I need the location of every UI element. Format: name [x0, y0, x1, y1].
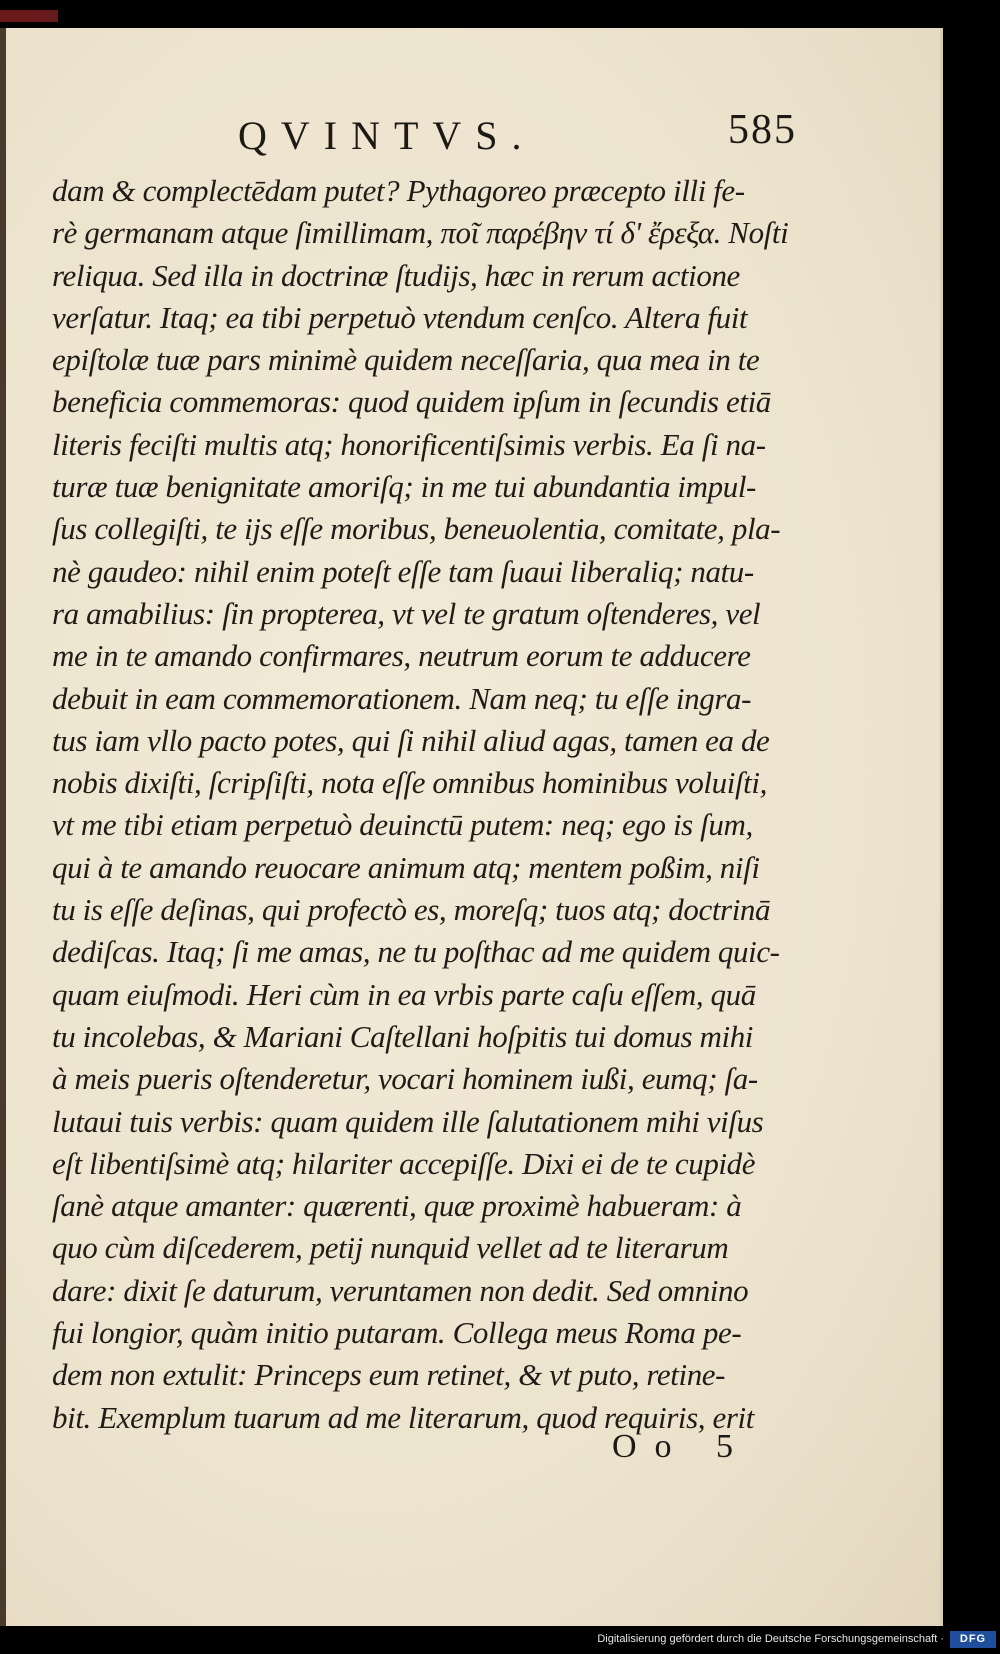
text-line: ſus collegiſti, te ijs eſſe moribus, beneuolentia, comitate, pla-	[52, 511, 781, 547]
text-line: literis feciſti multis atq; honorificentiſsimis verbis. Ea ſi na-	[52, 426, 766, 462]
body-text	[52, 170, 824, 1439]
text-line: beneficia commemoras: quod quidem ipſum in ſecundis etiā	[52, 384, 771, 420]
text-line: epiſtolæ tuæ pars minimè quidem neceſſaria, qua mea in te	[52, 342, 760, 378]
text-line: tu incolebas, & Mariani Caſtellani hoſpitis tui domus mihi	[52, 1018, 754, 1054]
page-number: 585	[728, 107, 797, 153]
text-line: quam eiuſmodi. Heri cùm in ea vrbis parte caſu eſſem, quā	[52, 976, 756, 1012]
text-line: dare: dixit ſe daturum, veruntamen non dedit. Sed omnino	[52, 1272, 749, 1308]
running-head: QVINTVS.	[238, 113, 536, 158]
text-line: ra amabilius: ſin propterea, vt vel te gratum oſtenderes, vel	[52, 595, 761, 631]
text-line: tus iam vllo pacto potes, qui ſi nihil aliud agas, tamen ea de	[52, 722, 770, 758]
text-line: tu is eſſe deſinas, qui profectò es, moreſq; tuos atq; doctrinā	[52, 892, 771, 928]
text-line: dediſcas. Itaq; ſi me amas, ne tu poſthac ad me quidem quic-	[52, 934, 780, 970]
book-page	[0, 28, 943, 1626]
footer-bar	[0, 1626, 1000, 1654]
dfg-logo-icon: DFG	[950, 1631, 996, 1648]
top-scan-border	[0, 0, 1000, 28]
text-line: nè gaudeo: nihil enim poteſt eſſe tam ſuaui liberaliq; natu-	[52, 553, 754, 589]
text-line: turæ tuæ benignitate amoriſq; in me tui abundantia impul-	[52, 469, 756, 505]
text-line: verſatur. Itaq; ea tibi perpetuò vtendum cenſco. Altera fuit	[52, 299, 748, 335]
text-line: me in te amando confirmares, neutrum eorum te adducere	[52, 638, 751, 674]
text-line: lutaui tuis verbis: quam quidem ille ſalutationem mihi viſus	[52, 1103, 764, 1139]
text-line: nobis dixiſti, ſcripſiſti, nota eſſe omnibus hominibus voluiſti,	[52, 765, 767, 801]
text-line: qui à te amando reuocare animum atq; mentem poßim, niſi	[52, 849, 760, 885]
text-line: debuit in eam commemorationem. Nam neq; tu eſſe ingra-	[52, 680, 752, 716]
page-header	[0, 98, 940, 158]
signature-mark: Oo 5	[612, 1428, 752, 1465]
text-line: quo cùm diſcederem, petij nunquid vellet ad te literarum	[52, 1230, 729, 1266]
text-line: à meis pueris oſtenderetur, vocari hominem iußi, eumq; ſa-	[52, 1061, 758, 1097]
text-line: dam & complectēdam putet? Pythagoreo præcepto illi fe-	[52, 173, 745, 208]
text-line: reliqua. Sed illa in doctrinæ ſtudijs, hæc in rerum actione	[52, 257, 740, 293]
text-line: vt me tibi etiam perpetuò deuinctū putem: neq; ego is ſum,	[52, 807, 753, 843]
text-line: fui longior, quàm initio putaram. Collega meus Roma pe-	[52, 1315, 742, 1351]
red-marker-strip	[0, 10, 58, 22]
text-line: eſt libentiſsimè atq; hilariter accepiſſe. Dixi ei de te cupidè	[52, 1145, 756, 1181]
text-line: bit. Exemplum tuarum ad me literarum, quod requiris, erit	[52, 1399, 754, 1435]
footer-credit: Digitalisierung gefördert durch die Deutsche Forschungsgemeinschaft ·	[597, 1633, 944, 1645]
text-line: ſanè atque amanter: quærenti, quæ proximè habueram: à	[52, 1188, 742, 1224]
text-line: dem non extulit: Princeps eum retinet, & vt puto, retine-	[52, 1357, 726, 1393]
page-left-edge	[0, 28, 6, 1626]
text-line: rè germanam atque ſimillimam, ποῖ παρέβην τί δ' ἔρεξα. Noſti	[52, 215, 789, 251]
